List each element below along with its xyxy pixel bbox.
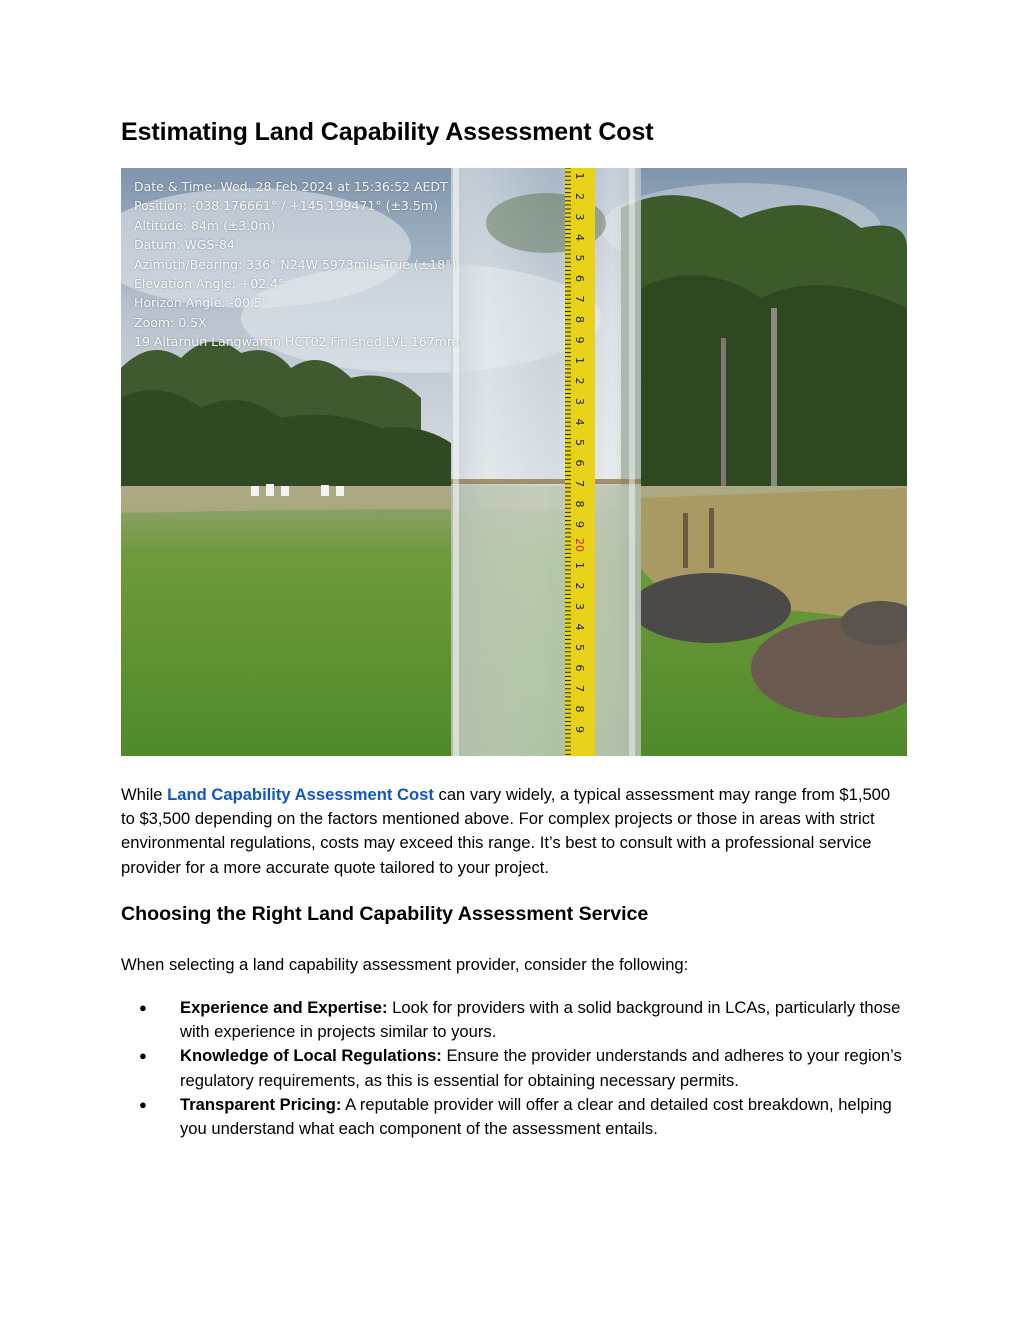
tape-label: 4 bbox=[573, 234, 586, 241]
bullet-icon: ● bbox=[139, 1048, 147, 1064]
list-item bbox=[121, 1093, 911, 1141]
tape-label: 9 bbox=[573, 336, 586, 344]
overlay-line: Zoom: 0.5X bbox=[134, 314, 207, 330]
bullet-icon: ● bbox=[139, 1000, 147, 1015]
tape-label: 4 bbox=[573, 418, 586, 426]
paragraph-lead: While bbox=[121, 785, 168, 804]
tape-label: 8 bbox=[573, 316, 586, 323]
overlay-line: Elevation Angle: +02.4° bbox=[134, 275, 285, 291]
tape-label: 9 bbox=[573, 521, 586, 528]
cost-paragraph bbox=[121, 783, 906, 880]
tape-label: 1 bbox=[573, 172, 586, 180]
list-item-text: Ensure the provider understands and adheres to your region’s regulatory requirements, as this is essential for obtaining necessary permits. bbox=[180, 1046, 902, 1090]
tape-label: 6 bbox=[573, 275, 586, 282]
list-item-text: Look for providers with a solid background in LCAs, particularly those with experience in projects similar to yours. bbox=[180, 998, 901, 1042]
overlay-line: Position: -038.176661° / +145.199471° (±3.5m) bbox=[134, 198, 438, 214]
tape-label: 2 bbox=[573, 377, 586, 385]
bullet-list bbox=[121, 996, 911, 1141]
tape-label: 7 bbox=[573, 685, 586, 692]
tape-label: 8 bbox=[573, 500, 586, 508]
list-item-text: A reputable provider will offer a clear and detailed cost breakdown, helping you understand what each component of the assessment entails. bbox=[180, 1094, 892, 1139]
tape-label: 8 bbox=[573, 705, 586, 713]
list-item-title: Transparent Pricing: bbox=[180, 1094, 342, 1114]
tape-label: 2 bbox=[573, 582, 586, 590]
overlay-line: Datum: WGS-84 bbox=[134, 237, 235, 253]
site-photo bbox=[121, 168, 907, 756]
tape-label: 6 bbox=[573, 459, 586, 467]
overlay-line: Altitude: 84m (±3.0m) bbox=[134, 217, 276, 233]
tape-label: 1 bbox=[573, 357, 586, 364]
intro-text: When selecting a land capability assessment provider, consider the following: bbox=[121, 955, 689, 974]
list-item bbox=[121, 1044, 911, 1092]
overlay-line: Date & Time: Wed, 28 Feb 2024 at 15:36:52 AEDT bbox=[134, 179, 448, 194]
list-item bbox=[121, 996, 911, 1044]
paragraph-rest: can vary widely, a typical assessment may range from $1,500 to $3,500 depending on the factors mentioned above. For complex projects or those in areas with strict environmental regulations, costs may exceed this range. It’s best to consult with a professional service provider for a more accurate quote tailored to your project. bbox=[121, 785, 891, 877]
tape-label: 9 bbox=[573, 726, 586, 733]
tape-label: 5 bbox=[573, 439, 586, 446]
overlay-line: 19 Altarnun Langwarrin HCT02 Finished LVL 167mm bbox=[134, 334, 460, 350]
tape-label: 3 bbox=[573, 213, 586, 221]
tape-label: 7 bbox=[573, 295, 586, 303]
section-heading: Choosing the Right Land Capability Assessment Service bbox=[121, 903, 649, 925]
land-capability-cost-link[interactable]: Land Capability Assessment Cost bbox=[167, 785, 434, 804]
tape-label: 6 bbox=[573, 664, 586, 672]
tape-label: 2 bbox=[573, 193, 586, 200]
tape-label: 5 bbox=[573, 254, 586, 262]
page-title: Estimating Land Capability Assessment Cost bbox=[121, 118, 654, 146]
tape-label: 7 bbox=[573, 480, 586, 487]
overlay-line: Horizon Angle: -00.5° bbox=[134, 295, 269, 311]
bullet-icon: ● bbox=[139, 1096, 147, 1112]
photo-metadata-overlay bbox=[134, 177, 459, 352]
tape-label: 20 bbox=[573, 538, 586, 552]
overlay-line: Azimuth/Bearing: 336° N24W 5973mils True (±18°) bbox=[134, 256, 457, 272]
tape-label: 4 bbox=[573, 623, 586, 631]
tape-label: 3 bbox=[573, 398, 586, 405]
list-item-title: Experience and Expertise: bbox=[180, 998, 388, 1017]
tape-label: 1 bbox=[573, 562, 586, 569]
tape-label: 3 bbox=[573, 603, 586, 610]
tape-label: 5 bbox=[573, 644, 586, 651]
list-item-title: Knowledge of Local Regulations: bbox=[180, 1046, 442, 1066]
